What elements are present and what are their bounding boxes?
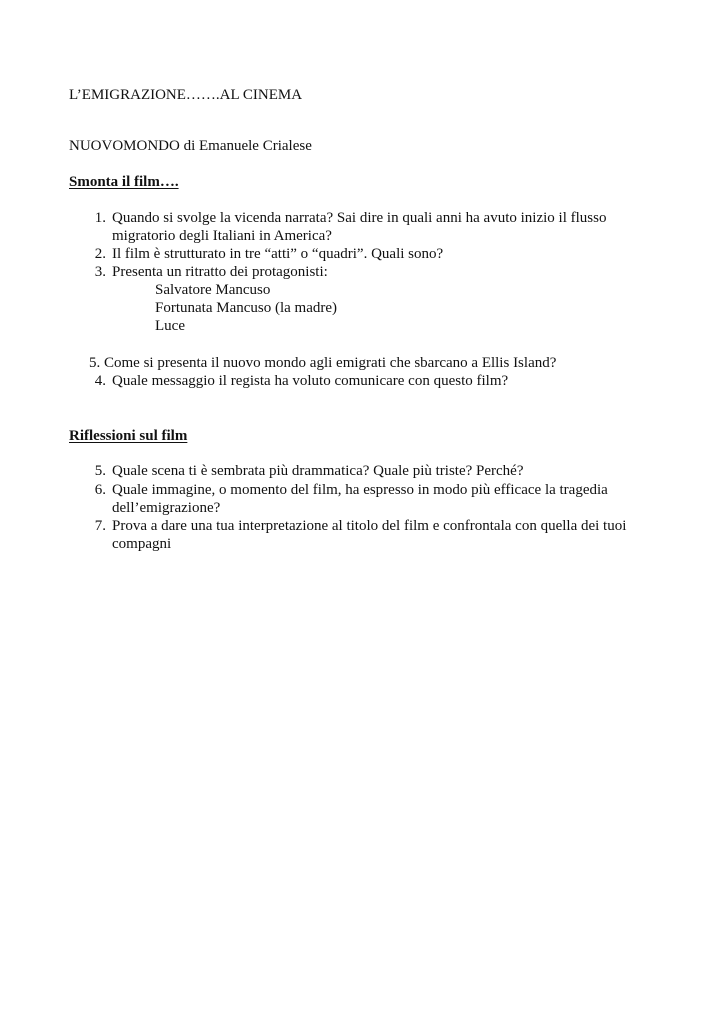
document-subtitle: NUOVOMONDO di Emanuele Crialese [69, 138, 312, 154]
list-item-number: 2. [94, 246, 106, 262]
list-item-text: Presenta un ritratto dei protagonisti: [112, 264, 328, 280]
list-item-number: 3. [94, 264, 106, 280]
list-item-number: 6. [94, 482, 106, 498]
protagonist-item: Salvatore Mancuso [155, 282, 271, 298]
list-item-text: Quale immagine, o momento del film, ha espresso in modo più efficace la tragedia dell’emigrazione? [112, 482, 608, 516]
list-item-text: Il film è strutturato in tre “atti” o “quadri”. Quali sono? [112, 246, 444, 262]
protagonist-item: Fortunata Mancuso (la madre) [155, 300, 338, 316]
section-heading-smonta: Smonta il film…. [69, 174, 179, 190]
list-item-number: 5. [94, 463, 106, 479]
list-item-text: Quale scena ti è sembrata più drammatica? Quale più triste? Perché? [112, 463, 524, 479]
list-item-text: Quando si svolge la vicenda narrata? Sai dire in quali anni ha avuto inizio il flusso migratorio degli Italiani in America? [112, 210, 607, 244]
document-title: L’EMIGRAZIONE…….AL CINEMA [69, 87, 303, 103]
section-heading-riflessioni: Riflessioni sul film [69, 428, 188, 444]
list-item-text: Prova a dare una tua interpretazione al titolo del film e confrontala con quella dei tuoi compagni [112, 518, 627, 552]
list-item-number: 7. [94, 518, 106, 534]
list-item-text: Quale messaggio il regista ha voluto comunicare con questo film? [112, 373, 509, 389]
list-item-number: 1. [94, 210, 106, 226]
list-item-number: 4. [94, 373, 106, 389]
protagonist-item: Luce [155, 318, 185, 334]
list-item-text: 5. Come si presenta il nuovo mondo agli emigrati che sbarcano a Ellis Island? [89, 355, 557, 371]
